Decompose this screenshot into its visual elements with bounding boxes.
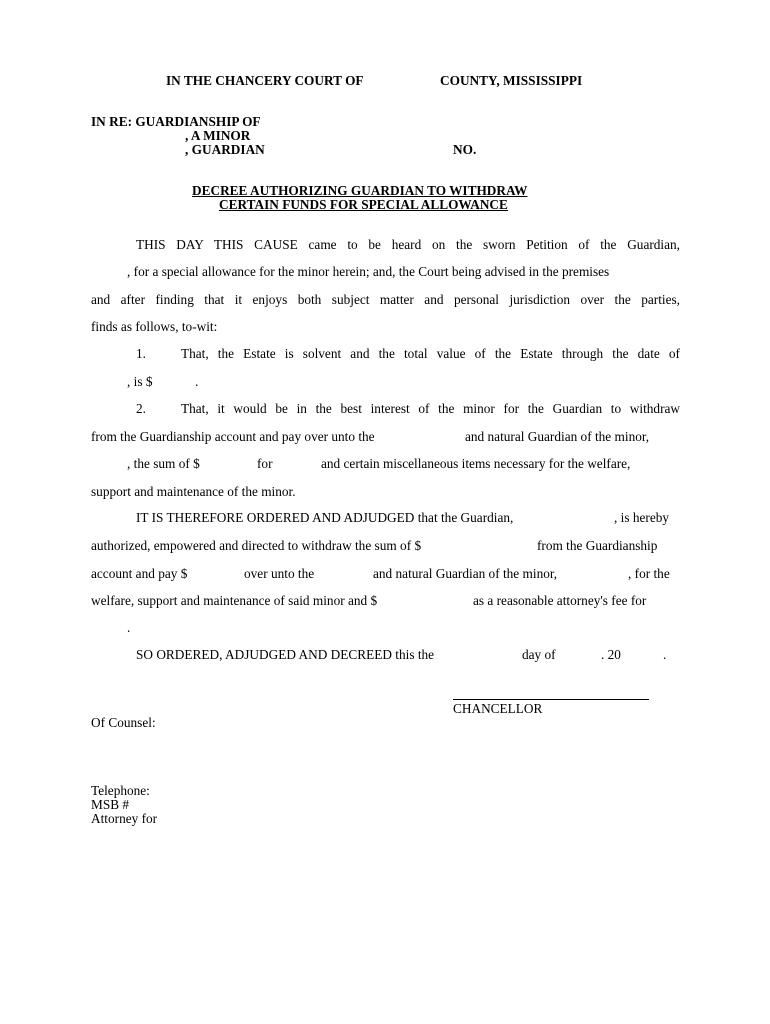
finding-2-line-1: That, it would be in the best interest of the minor for the Guardian to withdraw <box>181 401 680 416</box>
finding-1-line-2b: . <box>195 374 199 389</box>
order-line-2b: from the Guardianship <box>537 538 658 553</box>
order-line-1a: IT IS THEREFORE ORDERED AND ADJUDGED that the Guardian, <box>136 510 514 525</box>
decree-title-line1: DECREE AUTHORIZING GUARDIAN TO WITHDRAW <box>192 183 528 198</box>
finding-1-number: 1. <box>136 346 146 361</box>
finding-2-line-2b: and natural Guardian of the minor, <box>465 429 650 444</box>
guardian-line: , GUARDIAN <box>185 142 265 157</box>
finding-2-line-3b: for <box>257 456 273 471</box>
order-line-3a: account and pay $ <box>91 566 188 581</box>
order-line-2a: authorized, empowered and directed to withdraw the sum of $ <box>91 538 422 553</box>
order-line-1b: , is hereby <box>614 510 670 525</box>
finding-2-line-3c: and certain miscellaneous items necessary for the welfare, <box>321 456 631 471</box>
so-ordered-day-of: day of <box>522 647 556 662</box>
finding-1-line-2a: , is $ <box>127 374 153 389</box>
chancellor-label: CHANCELLOR <box>453 701 543 716</box>
decree-title-line2: CERTAIN FUNDS FOR SPECIAL ALLOWANCE <box>219 197 508 212</box>
finding-2-line-3a: , the sum of $ <box>127 456 200 471</box>
finding-1-line-1: That, the Estate is solvent and the total value of the Estate through the date of <box>181 346 680 361</box>
intro-line-2: , for a special allowance for the minor herein; and, the Court being advised in the premises <box>127 264 610 279</box>
order-line-4a: welfare, support and maintenance of said minor and $ <box>91 593 378 608</box>
in-re-line: IN RE: GUARDIANSHIP OF <box>91 114 261 129</box>
chancellor-signature-line <box>453 699 649 700</box>
intro-line-4: finds as follows, to-wit: <box>91 319 218 334</box>
so-ordered-period: . <box>663 647 667 662</box>
order-line-4b: as a reasonable attorney's fee for <box>473 593 647 608</box>
court-name-right: COUNTY, MISSISSIPPI <box>440 73 583 88</box>
so-ordered-year: . 20 <box>601 647 621 662</box>
telephone-label: Telephone: <box>91 783 150 798</box>
court-name-left: IN THE CHANCERY COURT OF <box>166 73 364 88</box>
of-counsel-label: Of Counsel: <box>91 715 156 730</box>
msb-number-label: MSB # <box>91 797 130 812</box>
attorney-for-label: Attorney for <box>91 811 158 826</box>
intro-line-1: THIS DAY THIS CAUSE came to be heard on the sworn Petition of the Guardian, <box>136 237 680 252</box>
order-line-5: . <box>127 620 131 635</box>
case-number-label: NO. <box>453 142 477 157</box>
minor-line: , A MINOR <box>185 128 251 143</box>
finding-2-line-4: support and maintenance of the minor. <box>91 484 296 499</box>
order-line-3b: over unto the <box>244 566 315 581</box>
so-ordered-text: SO ORDERED, ADJUDGED AND DECREED this the <box>136 647 435 662</box>
intro-line-3: and after finding that it enjoys both subject matter and personal jurisdiction over the parties, <box>91 292 680 307</box>
order-line-3c: and natural Guardian of the minor, <box>373 566 558 581</box>
finding-2-number: 2. <box>136 401 146 416</box>
order-line-3d: , for the <box>628 566 670 581</box>
finding-2-line-2a: from the Guardianship account and pay over unto the <box>91 429 375 444</box>
